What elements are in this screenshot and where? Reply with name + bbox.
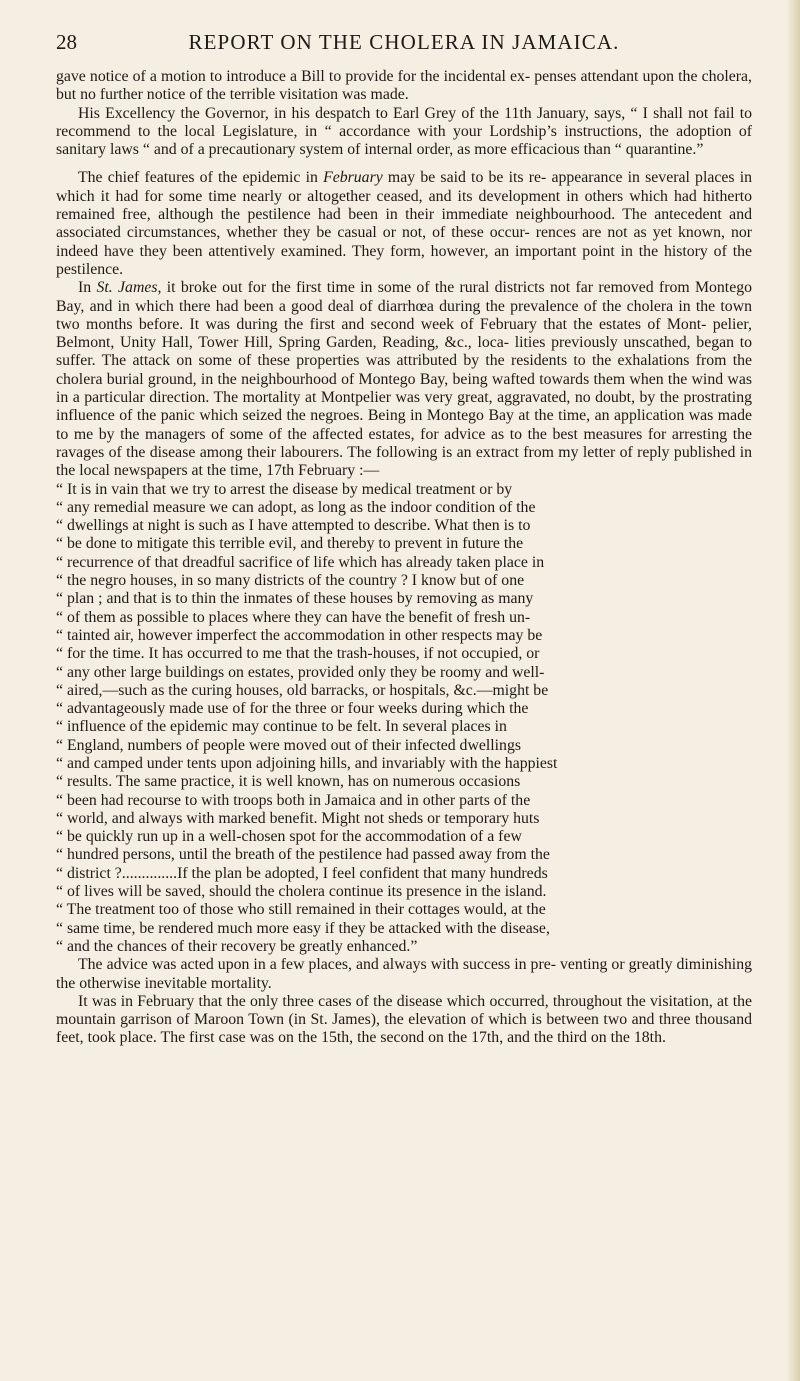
quote-line: “ influence of the epidemic may continue to be felt. In several places in bbox=[56, 718, 507, 736]
quote-line: “ and camped under tents upon adjoining hills, and invariably with the happiest bbox=[56, 754, 558, 772]
paragraph-maroon-town: It was in February that the only three cases of the disease which occurred, throughout the visitation, at the mountain garrison of Maroon Town (in St. James), the elevation of which is between two and three thousand feet, took place. The first case was on the 15th, the second on the 17th, and the third on the 18th. bbox=[56, 992, 752, 1047]
page-header bbox=[56, 30, 752, 58]
quote-line: “ any remedial measure we can adopt, as long as the indoor condition of the bbox=[56, 498, 536, 516]
quote-line: “ The treatment too of those who still remained in their cottages would, at the bbox=[56, 901, 546, 919]
text-run: The chief features of the epidemic in bbox=[78, 169, 324, 187]
quote-line: “ recurrence of that dreadful sacrifice of life which has already taken place in bbox=[56, 553, 545, 571]
quote-line: “ and the chances of their recovery be greatly enhanced.” bbox=[56, 937, 418, 955]
text-run: it broke out for the first time in some of the rural districts not far removed from Montego Bay, and in which there had been a good deal of diarrhœa during the prevalence of the cholera in the town two months before. It was during the first and second week of February that the estates of Mont- pelier, Belmont, Unity Hall, Tower Hill, Spring Garden, Reading, &c., loca- lities previously unscathed, began to suffer. The attack on some of these properties was attributed by the residents to the exhalations from the cholera burial ground, in the neighbourhood of Montego Bay, being wafted towards them when the wind was in a particular direction. The mortality at Montpelier was very great, aggravated, no doubt, by the prostrating influence of the panic which seized the negroes. Being in Montego Bay at the time, an application was made to me by the managers of some of the affected estates, for advice as to the best measures for arresting the ravages of the disease among their labourers. The following is an extract from my letter of reply published in the local newspapers at the time, 17th February :— bbox=[56, 279, 752, 480]
quote-line: “ world, and always with marked benefit. Might not sheds or temporary huts bbox=[56, 809, 540, 827]
quote-line: “ for the time. It has occurred to me that the trash-houses, if not occupied, or bbox=[56, 645, 540, 663]
quote-line: “ any other large buildings on estates, provided only they be roomy and well- bbox=[56, 663, 545, 681]
quote-line: “ It is in vain that we try to arrest the disease by medical treatment or by bbox=[56, 480, 513, 498]
paragraph-bill-notice: gave notice of a motion to introduce a Bill to provide for the incidental ex- penses attendant upon the cholera, but no further notice of the terrible visitation was made. bbox=[56, 68, 752, 104]
quote-line: “ district ?..............If the plan be adopted, I feel confident that many hundreds bbox=[56, 864, 548, 882]
quote-line: “ of them as possible to places where they can have the benefit of fresh un- bbox=[56, 608, 531, 626]
quote-line: “ been had recourse to with troops both in Jamaica and in other parts of the bbox=[56, 791, 531, 809]
despatch-line: “ quarantine.” bbox=[614, 141, 704, 159]
quote-line: “ England, numbers of people were moved out of their infected dwellings bbox=[56, 736, 521, 754]
italic-month: February bbox=[323, 169, 383, 187]
page-edge-shading bbox=[786, 0, 800, 1381]
text-run: In bbox=[78, 279, 97, 297]
quote-line: “ results. The same practice, it is well known, has on numerous occasions bbox=[56, 773, 521, 791]
quote-line: “ the negro houses, in so many districts of the country ? I know but of one bbox=[56, 572, 525, 590]
quote-line: “ be done to mitigate this terrible evil, and thereby to prevent in future the bbox=[56, 535, 524, 553]
italic-place: St. James, bbox=[96, 279, 162, 297]
letter-extract bbox=[56, 481, 752, 957]
paragraph-advice-acted: The advice was acted upon in a few places, and always with success in pre- venting or greatly diminishing the otherwise inevitable mortality. bbox=[56, 956, 752, 992]
quote-line: “ advantageously made use of for the three or four weeks during which the bbox=[56, 700, 529, 718]
body-text bbox=[56, 68, 752, 1048]
quote-line: “ same time, be rendered much more easy if they be attacked with the disease, bbox=[56, 919, 550, 937]
despatch-line: “ and of a precautionary system of internal order, as more efficacious than bbox=[142, 141, 611, 159]
text-run: may be said to be its re- appearance in several places in which it had for some time nearly or altogether ceased, and its development in others which had hitherto remained free, although the pestilence had been in their immediate neighbourhood. The antecedent and associated circumstances, whether they be casual or not, of these occur- rences are not as yet known, nor indeed have they been attentively examined. They form, however, an important point in the history of the pestilence. bbox=[56, 169, 752, 278]
quote-line: “ hundred persons, until the breath of the pestilence had passed away from the bbox=[56, 846, 550, 864]
quote-line: “ aired,—such as the curing houses, old barracks, or hospitals, &c.—might be bbox=[56, 681, 549, 699]
paragraph-governor-despatch bbox=[56, 105, 752, 160]
despatch-line: “ accordance with your Lordship’s instructions, the adoption of sanitary laws bbox=[56, 122, 753, 159]
page-number: 28 bbox=[56, 30, 77, 54]
quote-line: “ tainted air, however imperfect the accommodation in other respects may be bbox=[56, 626, 543, 644]
quote-line: “ be quickly run up in a well-chosen spot for the accommodation of a few bbox=[56, 828, 522, 846]
running-title: REPORT ON THE CHOLERA IN JAMAICA. bbox=[188, 30, 620, 54]
despatch-line: His Excellency the Governor, in his despatch to Earl Grey of the 11th January, says, “ I shall not fail to recommend to the local Legislature, in bbox=[56, 104, 752, 140]
paragraph-february-features bbox=[56, 169, 752, 279]
paragraph-st-james bbox=[56, 279, 752, 480]
quote-line: “ plan ; and that is to thin the inmates of these houses by removing as many bbox=[56, 590, 534, 608]
quote-line: “ of lives will be saved, should the cholera continue its presence in the island. bbox=[56, 883, 547, 901]
quote-line: “ dwellings at night is such as I have attempted to describe. What then is to bbox=[56, 517, 531, 535]
